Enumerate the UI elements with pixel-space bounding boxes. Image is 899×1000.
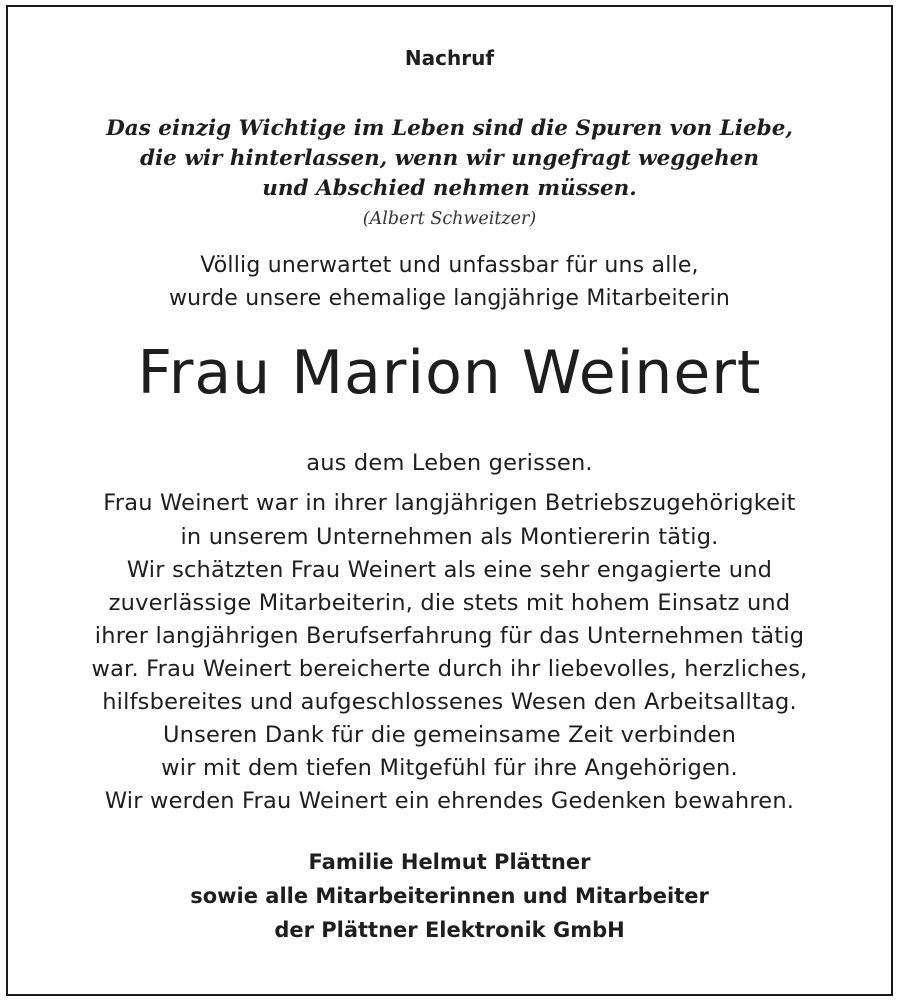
signature-line-2: sowie alle Mitarbeiterinnen und Mitarbeiter	[190, 884, 709, 908]
intro-line-2: wurde unsere ehemalige langjährige Mitarbeiterin	[168, 286, 731, 311]
body-line-4: Wir schätzten Frau Weinert als eine sehr engagierte und	[126, 557, 773, 583]
quote-line-1: Das einzig Wichtige im Leben sind die Spuren von Liebe,	[106, 116, 793, 141]
signature-line-1: Familie Helmut Plättner	[308, 850, 591, 874]
body-line-3: in unserem Unternehmen als Montiererin tätig.	[180, 524, 719, 550]
quote-line-2: die wir hinterlassen, wenn wir ungefragt weggehen	[139, 146, 760, 171]
signature-line-3: der Plättner Elektronik GmbH	[274, 918, 625, 942]
body-line-2: Frau Weinert war in ihrer langjährigen Betriebszugehörigkeit	[103, 490, 796, 516]
body-line-1: aus dem Leben gerissen.	[306, 450, 593, 476]
deceased-name: Frau Marion Weinert	[137, 338, 762, 408]
heading-nachruf: Nachruf	[404, 46, 495, 70]
body-line-5: zuverlässige Mitarbeiterin, die stets mit hohem Einsatz und	[108, 590, 791, 616]
body-line-9: Unseren Dank für die gemeinsame Zeit verbinden	[162, 722, 737, 748]
quote-line-3: und Abschied nehmen müssen.	[262, 176, 637, 201]
body-line-10: wir mit dem tiefen Mitgefühl für ihre Angehörigen.	[161, 755, 738, 781]
body-line-11: Wir werden Frau Weinert ein ehrendes Gedenken bewahren.	[104, 788, 795, 814]
intro-line-1: Völlig unerwartet und unfassbar für uns alle,	[200, 253, 699, 278]
quote-author: (Albert Schweitzer)	[362, 209, 537, 229]
body-line-6: ihrer langjährigen Berufserfahrung für das Unternehmen tätig	[94, 623, 805, 649]
body-line-7: war. Frau Weinert bereicherte durch ihr liebevolles, herzliches,	[91, 656, 808, 682]
body-line-8: hilfsbereites und aufgeschlossenes Wesen den Arbeitsalltag.	[102, 689, 797, 715]
